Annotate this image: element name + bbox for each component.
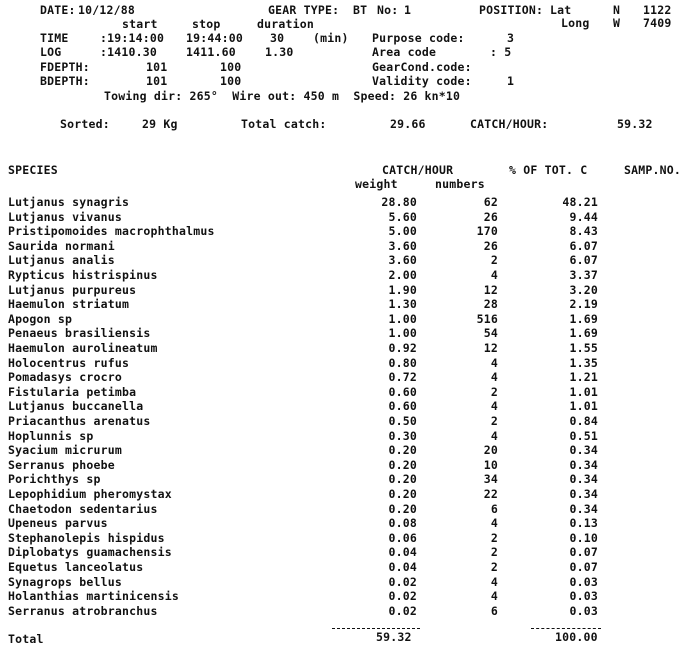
numbers-value: 2 (490, 253, 498, 268)
total-catch-value: 29.66 (390, 117, 426, 131)
weight-value: 1.90 (388, 282, 417, 297)
numbers-value: 4 (490, 370, 498, 385)
numbers-value: 26 (483, 238, 498, 253)
fdepth-label: FDEPTH: (40, 60, 90, 74)
total-label: Total (8, 632, 44, 646)
fdepth-start: 101 (146, 60, 168, 74)
pct-value: 1.35 (569, 355, 598, 370)
species-name: Penaeus brasiliensis (8, 326, 151, 341)
numbers-value: 20 (483, 443, 498, 458)
numbers-value: 2 (490, 384, 498, 399)
weight-total-rule (332, 628, 420, 629)
weight-value: 5.60 (388, 209, 417, 224)
pct-value: 3.37 (569, 268, 598, 282)
bdepth-stop: 100 (220, 74, 242, 88)
species-name: Upeneus parvus (8, 516, 108, 531)
weight-value: 0.20 (388, 487, 417, 501)
numbers-value: 4 (490, 589, 498, 604)
numbers-value: 26 (483, 209, 498, 224)
pct-value: 1.55 (569, 341, 598, 355)
species-name: Priacanthus arenatus (8, 414, 151, 428)
time-label: TIME (40, 31, 69, 45)
log-duration: 1.30 (265, 45, 294, 59)
numbers-value: 22 (483, 487, 498, 501)
time-unit: (min) (313, 31, 349, 45)
weight-value: 1.00 (388, 326, 417, 341)
numbers-value: 34 (483, 472, 498, 487)
total-weight: 59.32 (376, 630, 412, 644)
catch-per-hour-label: CATCH/HOUR: (470, 117, 549, 131)
time-stop: 19:44:00 (186, 31, 243, 45)
weight-value: 0.20 (388, 501, 417, 516)
weight-value: 0.60 (388, 399, 417, 414)
species-name: Equetus lanceolatus (8, 560, 144, 574)
numbers-value: 516 (476, 311, 498, 326)
time-duration: 30 (270, 31, 285, 45)
weight-value: 0.20 (388, 472, 417, 487)
gear-type-value: BT (353, 3, 368, 17)
pct-value: 0.03 (569, 574, 598, 589)
species-name: Saurida normani (8, 238, 115, 253)
lat-hemisphere: N (613, 3, 621, 17)
pct-value: 0.07 (569, 545, 598, 560)
total-pct: 100.00 (555, 630, 598, 644)
gearcond-code-label: GearCond.code: (372, 60, 472, 74)
species-name: Porichthys sp (8, 472, 101, 487)
species-name: Lutjanus analis (8, 253, 115, 268)
catch-per-hour-value: 59.32 (617, 117, 653, 131)
gear-type-label: GEAR TYPE: (268, 3, 340, 17)
weight-value: 0.02 (388, 603, 417, 618)
weight-value: 1.30 (388, 297, 417, 312)
column-start-header: start (122, 17, 158, 31)
numbers-value: 28 (483, 297, 498, 312)
weight-value: 0.04 (388, 545, 417, 560)
weight-value: 0.02 (388, 574, 417, 589)
no-label: No: (377, 3, 399, 17)
species-name: Hoplunnis sp (8, 428, 94, 443)
species-name: Serranus atrobranchus (8, 603, 158, 618)
pct-value: 8.43 (569, 224, 598, 239)
area-code-value: : 5 (490, 45, 512, 59)
numbers-value: 2 (490, 560, 498, 574)
weight-value: 1.00 (388, 311, 417, 326)
pct-value: 0.34 (569, 487, 598, 501)
species-name: Chaetodon sedentarius (8, 501, 158, 516)
pct-value: 0.13 (569, 516, 598, 531)
pct-value: 0.34 (569, 501, 598, 516)
weight-value: 0.30 (388, 428, 417, 443)
weight-value: 5.00 (388, 224, 417, 239)
numbers-value: 4 (490, 355, 498, 370)
sorted-label: Sorted: (60, 117, 110, 131)
species-name: Serranus phoebe (8, 457, 115, 472)
numbers-value: 12 (483, 282, 498, 297)
long-value: 7409 (643, 16, 672, 30)
sorted-value: 29 Kg (142, 117, 178, 131)
weight-value: 0.80 (388, 355, 417, 370)
species-name: Lepophidium pheromystax (8, 487, 172, 501)
species-name: Fistularia petimba (8, 384, 137, 399)
log-start: :1410.30 (100, 45, 157, 59)
pct-value: 3.20 (569, 282, 598, 297)
towing-info-line: Towing dir: 265° Wire out: 450 m Speed: 26 kn*10 (104, 89, 461, 103)
lat-value: 1122 (643, 3, 672, 17)
species-name: Haemulon striatum (8, 297, 130, 312)
species-name: Synagrops bellus (8, 574, 122, 589)
species-name: Lutjanus vivanus (8, 209, 122, 224)
weight-value: 0.08 (388, 516, 417, 531)
log-stop: 1411.60 (186, 45, 236, 59)
pct-value: 0.34 (569, 472, 598, 487)
numbers-value: 4 (490, 428, 498, 443)
pct-value: 9.44 (569, 209, 598, 224)
pct-value: 2.19 (569, 297, 598, 312)
weight-column-header: weight (355, 177, 398, 191)
weight-value: 0.50 (388, 414, 417, 428)
weight-value: 2.00 (388, 268, 417, 282)
weight-value: 3.60 (388, 253, 417, 268)
area-code-label: Area code (372, 45, 437, 59)
weight-value: 3.60 (388, 238, 417, 253)
species-name: Lutjanus buccanella (8, 399, 144, 414)
weight-value: 0.02 (388, 589, 417, 604)
pct-value: 1.69 (569, 311, 598, 326)
no-value: 1 (404, 3, 412, 17)
validity-code-value: 1 (507, 74, 515, 88)
pct-value: 0.10 (569, 530, 598, 545)
pct-value: 0.07 (569, 560, 598, 574)
bdepth-start: 101 (146, 74, 168, 88)
weight-value: 0.20 (388, 457, 417, 472)
long-label: Long (561, 16, 590, 30)
purpose-code-value: 3 (507, 31, 515, 45)
species-name: Lutjanus purpureus (8, 282, 137, 297)
weight-value: 28.80 (381, 195, 417, 209)
fdepth-stop: 100 (220, 60, 242, 74)
pct-value: 6.07 (569, 238, 598, 253)
log-label: LOG (40, 45, 62, 59)
numbers-value: 4 (490, 399, 498, 414)
pct-value: 1.69 (569, 326, 598, 341)
numbers-value: 2 (490, 414, 498, 428)
numbers-value: 4 (490, 268, 498, 282)
pct-total-rule (531, 628, 601, 629)
column-duration-header: duration (257, 17, 314, 31)
pct-value: 0.03 (569, 603, 598, 618)
species-name: Apogon sp (8, 311, 73, 326)
weight-value: 0.04 (388, 560, 417, 574)
total-catch-label: Total catch: (241, 117, 327, 131)
pct-total-column-header: % OF TOT. C (509, 163, 588, 177)
pct-value: 1.01 (569, 399, 598, 414)
pct-value: 0.34 (569, 443, 598, 458)
weight-value: 0.72 (388, 370, 417, 385)
weight-value: 0.60 (388, 384, 417, 399)
numbers-value: 6 (490, 501, 498, 516)
date-label: DATE: (40, 3, 76, 17)
numbers-value: 6 (490, 603, 498, 618)
numbers-value: 12 (483, 341, 498, 355)
weight-value: 0.06 (388, 530, 417, 545)
pct-value: 1.21 (569, 370, 598, 385)
pct-value: 6.07 (569, 253, 598, 268)
numbers-value: 2 (490, 530, 498, 545)
species-name: Rypticus histrispinus (8, 268, 158, 282)
pct-value: 0.03 (569, 589, 598, 604)
numbers-value: 10 (483, 457, 498, 472)
position-label: POSITION: (479, 3, 544, 17)
pct-value: 1.01 (569, 384, 598, 399)
purpose-code-label: Purpose code: (372, 31, 465, 45)
numbers-value: 62 (483, 195, 498, 209)
species-name: Holocentrus rufus (8, 355, 130, 370)
lat-label: Lat (550, 3, 572, 17)
species-name: Stephanolepis hispidus (8, 530, 165, 545)
pct-value: 0.84 (569, 414, 598, 428)
sample-number-column-header: SAMP.NO. (624, 163, 681, 177)
numbers-value: 4 (490, 574, 498, 589)
pct-value: 48.21 (562, 195, 598, 209)
column-stop-header: stop (192, 17, 221, 31)
date-value: 10/12/88 (78, 3, 135, 17)
numbers-value: 4 (490, 516, 498, 531)
species-name: Pomadasys crocro (8, 370, 122, 385)
species-name: Diplobatys guamachensis (8, 545, 172, 560)
weight-value: 0.92 (388, 341, 417, 355)
species-name: Syacium micrurum (8, 443, 122, 458)
pct-value: 0.34 (569, 457, 598, 472)
numbers-value: 54 (483, 326, 498, 341)
validity-code-label: Validity code: (372, 74, 472, 88)
pct-value: 0.51 (569, 428, 598, 443)
species-name: Haemulon aurolineatum (8, 341, 158, 355)
bdepth-label: BDEPTH: (40, 74, 90, 88)
species-name: Lutjanus synagris (8, 195, 130, 209)
long-hemisphere: W (613, 16, 621, 30)
numbers-value: 2 (490, 545, 498, 560)
numbers-column-header: numbers (435, 177, 485, 191)
weight-value: 0.20 (388, 443, 417, 458)
species-column-header: SPECIES (8, 163, 58, 177)
time-start: :19:14:00 (100, 31, 165, 45)
catch-hour-column-header: CATCH/HOUR (382, 163, 454, 177)
numbers-value: 170 (476, 224, 498, 239)
species-name: Holanthias martinicensis (8, 589, 179, 604)
species-name: Pristipomoides macrophthalmus (8, 224, 215, 239)
